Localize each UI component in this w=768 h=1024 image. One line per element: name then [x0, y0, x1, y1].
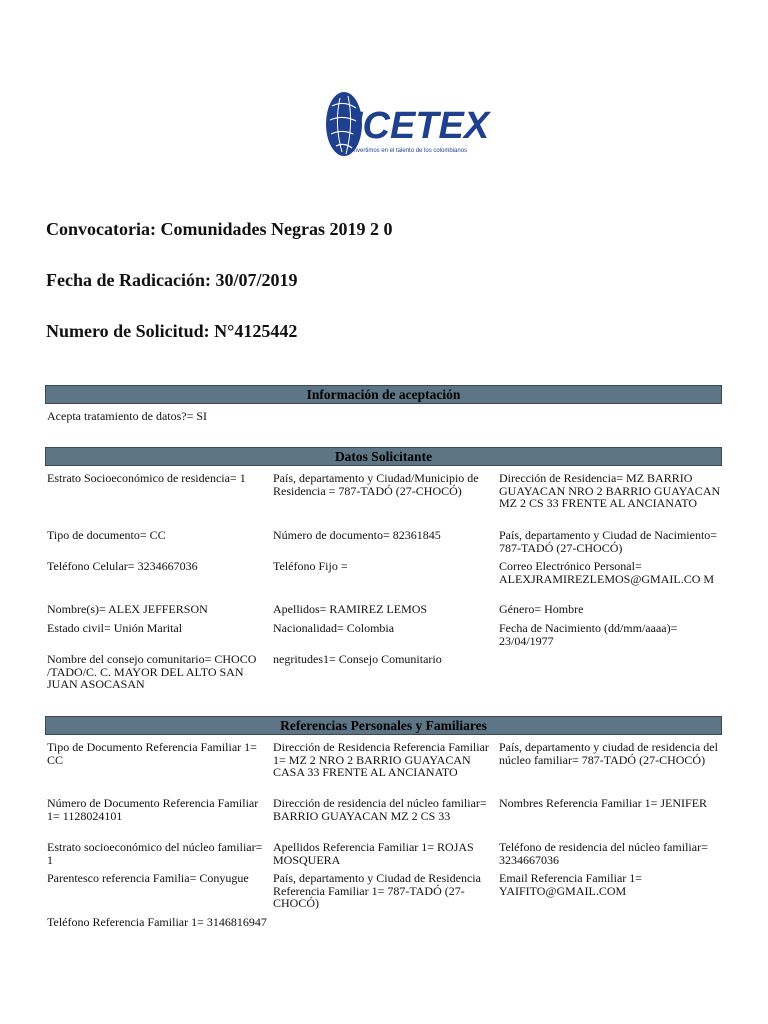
- ref-direccion-nucleo: Dirección de residencia del núcleo familiar= BARRIO GUAYACAN MZ 2 CS 33: [273, 796, 487, 823]
- section-aceptacion-header: Información de aceptación: [45, 385, 722, 404]
- convocatoria-heading: Convocatoria: Comunidades Negras 2019 2 0: [46, 219, 393, 239]
- telefono-fijo: Teléfono Fijo =: [273, 559, 348, 573]
- estrato-residencia: Estrato Socioeconómico de residencia= 1: [47, 471, 246, 485]
- logo-tagline: Invertimos en el talento de los colombianos: [352, 148, 468, 154]
- numero-documento: Número de documento= 82361845: [273, 528, 441, 542]
- ref-telefono-nucleo: Teléfono de residencia del núcleo familiar= 3234667036: [499, 840, 708, 867]
- consejo-comunitario: Nombre del consejo comunitario= CHOCO /TADO/C. C. MAYOR DEL ALTO SAN JUAN ASOCASAN: [47, 652, 257, 692]
- direccion-residencia: Dirección de Residencia= MZ BARRIO GUAYACAN NRO 2 BARRIO GUAYACAN MZ 2 CS 33 FRENTE AL ANCIANATO: [499, 471, 721, 511]
- pais-residencia: País, departamento y Ciudad/Municipio de Residencia = 787-TADÓ (27-CHOCÓ): [273, 471, 479, 498]
- ref-email: Email Referencia Familiar 1= YAIFITO@GMAIL.COM: [499, 871, 643, 898]
- ref-pais-nucleo: País, departamento y ciudad de residencia del núcleo familiar= 787-TADÓ (27-CHOCÓ): [499, 740, 718, 767]
- nacionalidad: Nacionalidad= Colombia: [273, 621, 395, 635]
- ref-numero-documento: Número de Documento Referencia Familiar 1= 1128024101: [47, 796, 259, 823]
- fecha-radicacion-heading: Fecha de Radicación: 30/07/2019: [46, 270, 298, 290]
- numero-solicitud-heading: Numero de Solicitud: N°4125442: [46, 321, 298, 341]
- ref-pais-residencia: País, departamento y Ciudad de Residencia Referencia Familiar 1= 787-TADÓ (27-CHOCÓ): [273, 871, 481, 911]
- section-solicitante-header: Datos Solicitante: [45, 447, 722, 466]
- icetex-logo: [322, 86, 490, 160]
- lugar-nacimiento: País, departamento y Ciudad de Nacimiento= 787-TADÓ (27-CHOCÓ): [499, 528, 718, 555]
- correo-personal: Correo Electrónico Personal= ALEXJRAMIREZLEMOS@GMAIL.CO M: [499, 559, 715, 586]
- nombres: Nombre(s)= ALEX JEFFERSON: [47, 602, 208, 616]
- ref-telefono: Teléfono Referencia Familiar 1= 3146816947: [47, 915, 267, 929]
- ref-nombres: Nombres Referencia Familiar 1= JENIFER: [499, 796, 708, 810]
- tipo-documento: Tipo de documento= CC: [47, 528, 166, 542]
- genero: Género= Hombre: [499, 602, 584, 616]
- negritudes: negritudes1= Consejo Comunitario: [273, 652, 442, 666]
- ref-apellidos: Apellidos Referencia Familiar 1= ROJAS MOSQUERA: [273, 840, 474, 867]
- ref-parentesco: Parentesco referencia Familia= Conyugue: [47, 871, 249, 885]
- ref-direccion-residencia: Dirección de Residencia Referencia Familiar 1= MZ 2 NRO 2 BARRIO GUAYACAN CASA 33 FRENTE AL ANCIANATO: [273, 740, 489, 780]
- fecha-nacimiento: Fecha de Nacimiento (dd/mm/aaaa)= 23/04/1977: [499, 621, 678, 648]
- telefono-celular: Teléfono Celular= 3234667036: [47, 559, 198, 573]
- acepta-datos: Acepta tratamiento de datos?= SI: [47, 409, 208, 423]
- apellidos: Apellidos= RAMIREZ LEMOS: [273, 602, 428, 616]
- section-referencias-header: Referencias Personales y Familiares: [45, 716, 722, 735]
- ref-tipo-documento: Tipo de Documento Referencia Familiar 1= CC: [47, 740, 257, 767]
- logo-text: ICETEX: [352, 105, 490, 147]
- estado-civil: Estado civil= Unión Marital: [47, 621, 183, 635]
- ref-estrato-nucleo: Estrato socioeconómico del núcleo familiar= 1: [47, 840, 263, 867]
